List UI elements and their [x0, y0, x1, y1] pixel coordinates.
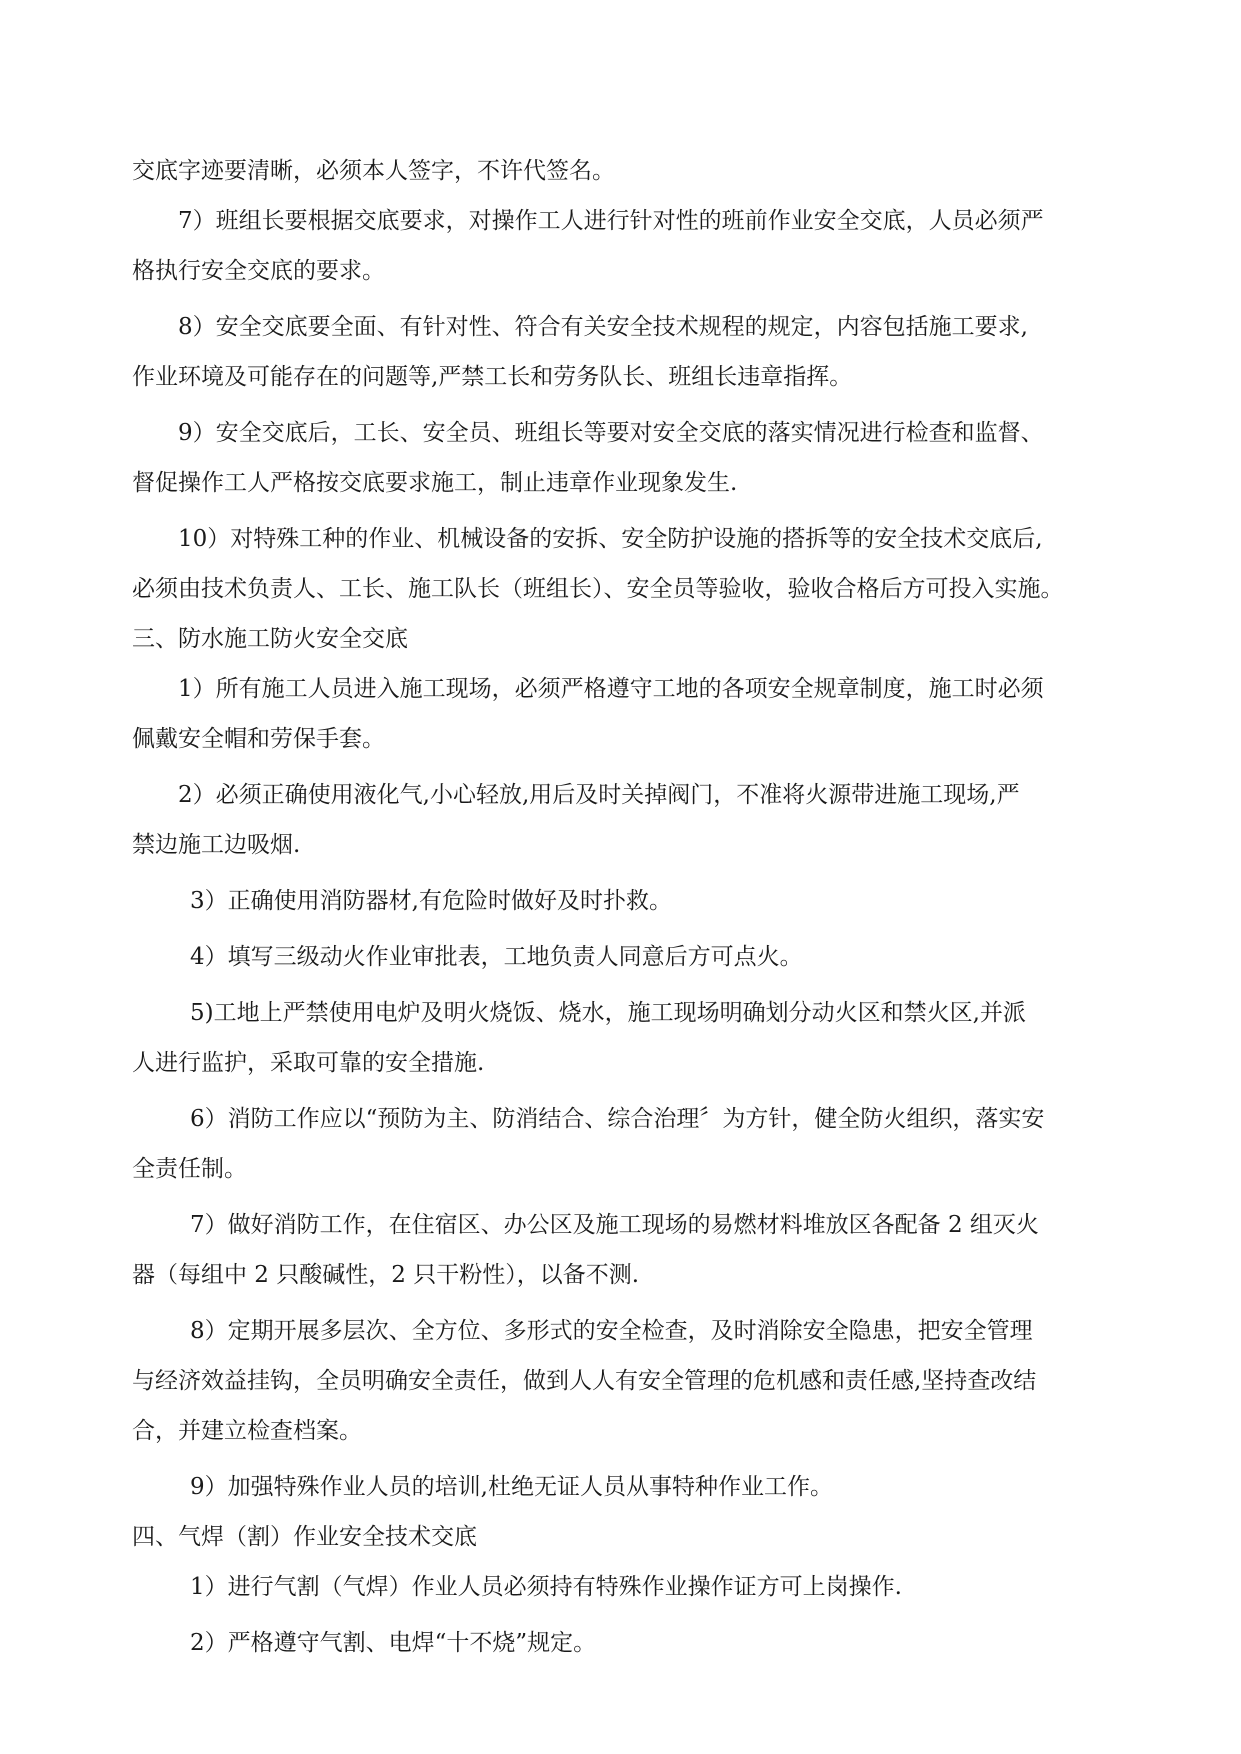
text-line: 作业环境及可能存在的问题等,严禁工长和劳务队长、班组长违章指挥。 — [132, 364, 853, 390]
text-line: 必须由技术负责人、工长、施工队长（班组长）、安全员等验收，验收合格后方可投入实施。 — [132, 576, 1064, 602]
text-line: 9）加强特殊作业人员的培训,杜绝无证人员从事特种作业工作。 — [190, 1474, 833, 1500]
text-line: 6）消防工作应以“预防为主、防消结合、综合治理〞为方针，健全防火组织，落实安 — [190, 1106, 1045, 1132]
text-line: 8）定期开展多层次、全方位、多形式的安全检查，及时消除安全隐患，把安全管理 — [190, 1318, 1033, 1344]
text-line: 格执行安全交底的要求。 — [132, 258, 385, 284]
text-line: 4）填写三级动火作业审批表，工地负责人同意后方可点火。 — [190, 944, 803, 970]
text-line: 2）严格遵守气割、电焊“十不烧”规定。 — [190, 1630, 597, 1656]
text-line: 1）所有施工人员进入施工现场，必须严格遵守工地的各项安全规章制度，施工时必须 — [178, 676, 1044, 702]
text-line: 器（每组中 2 只酸碱性，2 只干粉性），以备不测. — [132, 1262, 640, 1288]
text-line: 全责任制。 — [132, 1156, 247, 1182]
section-heading: 四、气焊（割）作业安全技术交底 — [132, 1524, 477, 1550]
text-line: 10）对特殊工种的作业、机械设备的安拆、安全防护设施的搭拆等的安全技术交底后, — [178, 526, 1043, 552]
text-line: 7）班组长要根据交底要求，对操作工人进行针对性的班前作业安全交底，人员必须严 — [178, 208, 1044, 234]
text-line: 8）安全交底要全面、有针对性、符合有关安全技术规程的规定，内容包括施工要求, — [178, 314, 1028, 340]
text-line: 5)工地上严禁使用电炉及明火烧饭、烧水，施工现场明确划分动火区和禁火区,并派 — [190, 1000, 1026, 1026]
text-line: 与经济效益挂钩，全员明确安全责任，做到人人有安全管理的危机感和责任感,坚持查改结 — [132, 1368, 1037, 1394]
text-line: 督促操作工人严格按交底要求施工，制止违章作业现象发生. — [132, 470, 738, 496]
text-line: 禁边施工边吸烟. — [132, 832, 301, 858]
text-line: 9）安全交底后，工长、安全员、班组长等要对安全交底的落实情况进行检查和监督、 — [178, 420, 1044, 446]
text-line: 合，并建立检查档案。 — [132, 1418, 362, 1444]
document-page — [132, 156, 1112, 1658]
text-line: 3）正确使用消防器材,有危险时做好及时扑救。 — [190, 888, 672, 914]
text-line: 佩戴安全帽和劳保手套。 — [132, 726, 385, 752]
text-line: 1）进行气割（气焊）作业人员必须持有特殊作业操作证方可上岗操作. — [190, 1574, 902, 1600]
text-line: 人进行监护，采取可靠的安全措施. — [132, 1050, 485, 1076]
text-line: 交底字迹要清晰，必须本人签字，不许代签名。 — [132, 158, 615, 184]
section-heading: 三、防水施工防火安全交底 — [132, 626, 408, 652]
text-line: 7）做好消防工作，在住宿区、办公区及施工现场的易燃材料堆放区各配备 2 组灭火 — [190, 1212, 1039, 1238]
text-line: 2）必须正确使用液化气,小心轻放,用后及时关掉阀门，不准将火源带进施工现场,严 — [178, 782, 1020, 808]
